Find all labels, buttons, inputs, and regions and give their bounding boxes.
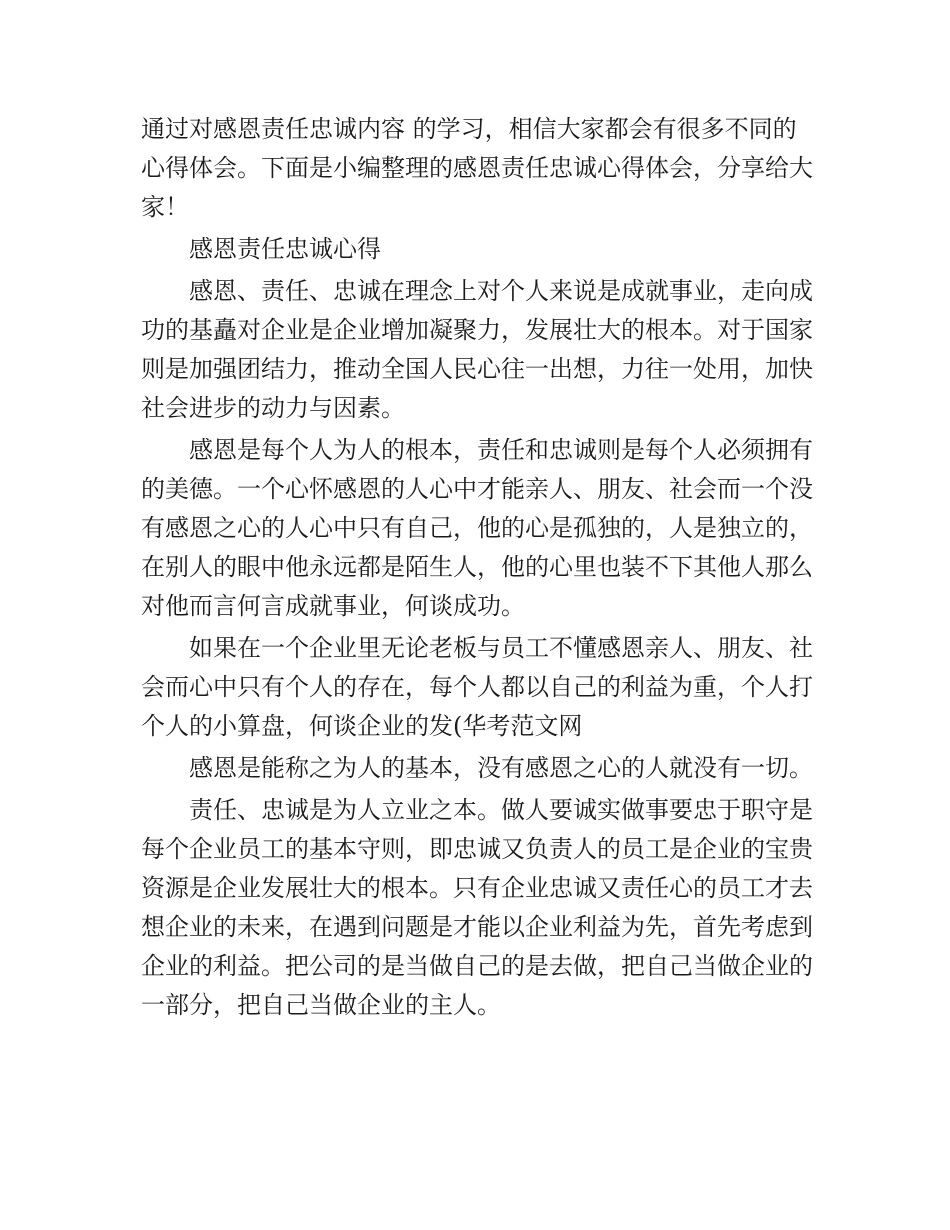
body-paragraph: 感恩、责任、忠诚在理念上对个人来说是成就事业，走向成功的基矗对企业是企业增加凝聚力，发展壮大的根本。对于国家则是加强团结力，推动全国人民心往一出想，力往一处用，加快社会进步的动力与因素。 (141, 277, 813, 422)
section-heading: 感恩责任忠诚心得 (189, 235, 381, 263)
body-paragraph: 感恩是每个人为人的根本，责任和忠诚则是每个人必须拥有的美德。一个心怀感恩的人心中才能亲人、朋友、社会而一个没有感恩之心的人心中只有自己，他的心是孤独的，人是独立的，在别人的眼中他永远都是陌生人，他的心里也装不下其他人那么对他而言何言成就事业，何谈成功。 (141, 436, 813, 620)
document-body (141, 110, 813, 1028)
body-paragraph: 如果在一个企业里无论老板与员工不懂感恩亲人、朋友、社会而心中只有个人的存在，每个人都以自己的利益为重，个人打个人的小算盘，何谈企业的发(华考范文网 (141, 634, 813, 740)
intro-paragraph: 通过对感恩责任忠诚内容 的学习，相信大家都会有很多不同的心得体会。下面是小编整理的感恩责任忠诚心得体会，分享给大家！ (141, 115, 813, 221)
body-paragraph: 责任、忠诚是为人立业之本。做人要诚实做事要忠于职守是每个企业员工的基本守则，即忠诚又负责人的员工是企业的宝贵资源是企业发展壮大的根本。只有企业忠诚又责任心的员工才去想企业的未来，在遇到问题是才能以企业利益为先，首先考虑到企业的利益。把公司的是当做自己的是去做，把自己当做企业的一部分，把自己当做企业的主人。 (141, 796, 813, 1019)
body-paragraph: 感恩是能称之为人的基本，没有感恩之心的人就没有一切。 (189, 754, 813, 782)
